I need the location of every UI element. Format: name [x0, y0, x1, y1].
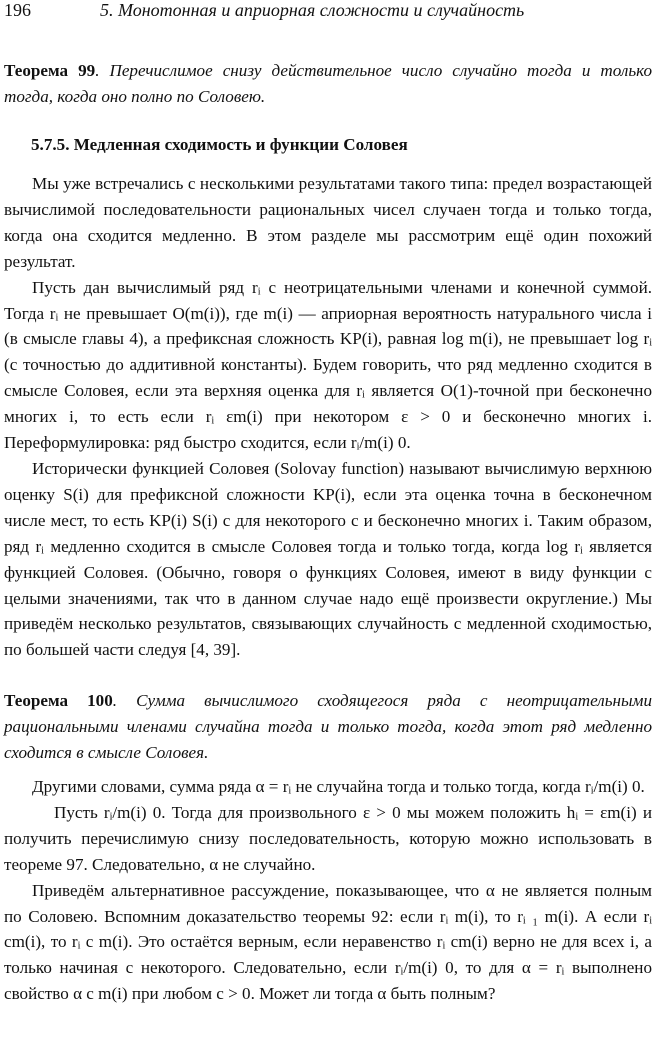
theorem-99-text: . Перечислимое снизу действительное число случайно тогда и только тогда, когда оно полно по Соловею. [4, 61, 652, 106]
paragraph-3: Исторически функцией Соловея (Solovay function) называют вычислимую верхнюю оценку S(i) для префиксной сложности KP(i), если эта оценка точна в бесконечном числе мест, то есть KP(i) S(i) c для некоторого c и бесконечно многих i. Таким образом, ряд rᵢ медленно сходится в смысле Соловея тогда и только тогда, когда log rᵢ является функцией Соловея. (Обычно, говоря о функциях Соловея, имеют в виду функции с целыми значениями, так что в данном случае надо ещё произвести округление.) Мы приведём несколько результатов, связывающих случайность с медленной сходимостью, по большей части следуя [4, 39]. [4, 458, 652, 660]
paragraph-5: Пусть rᵢ/m(i) 0. Тогда для произвольного ε > 0 мы можем положить hᵢ = εm(i) и получить перечислимую снизу последовательность, которую можно использовать в теореме 97. Следовательно, α не случайно. [4, 802, 652, 874]
running-header [4, 0, 650, 24]
proof-body [4, 774, 652, 1007]
paragraph-1: Мы уже встречались с несколькими результатами такого типа: предел возрастающей вычислимой последовательности рациональных чисел случаен тогда и только тогда, когда она сходится медленно. В этом разделе мы рассмотрим ещё один похожий результат. [4, 174, 652, 271]
section-title: 5.7.5. Медленная сходимость и функции Соловея [31, 135, 408, 154]
theorem-100 [4, 688, 652, 766]
paragraph-2: Пусть дан вычислимый ряд rᵢ с неотрицательными членами и конечной суммой. Тогда rᵢ не превышает O(m(i)), где m(i) — априорная вероятность натурального числа i (в смысле главы 4), а префиксная сложность KP(i), равная log m(i), не превышает log rᵢ (с точностью до аддитивной константы). Будем говорить, что ряд медленно сходится в смысле Соловея, если эта верхняя оценка для rᵢ является O(1)-точной при бесконечно многих i, то есть если rᵢ εm(i) при некотором ε > 0 и бесконечно многих i. Переформулировка: ряд быстро сходится, если rᵢ/m(i) 0. [4, 277, 652, 453]
chapter-title: 5. Монотонная и априорная сложности и случайность [100, 0, 525, 20]
page-number: 196 [4, 0, 31, 20]
theorem-100-label: Теорема 100 [4, 691, 113, 710]
section-body [4, 171, 652, 663]
theorem-100-text: . Сумма вычислимого сходящегося ряда с неотрицательными рациональными членами случайна тогда и только тогда, когда этот ряд медленно сходится в смысле Соловея. [4, 691, 652, 762]
paragraph-4: Другими словами, сумма ряда α = rᵢ не случайна тогда и только тогда, когда rᵢ/m(i) 0. [32, 777, 645, 796]
theorem-99-label: Теорема 99 [4, 61, 96, 80]
theorem-99 [4, 58, 652, 110]
paragraph-6: Приведём альтернативное рассуждение, показывающее, что α не является полным по Соловею. Вспомним доказательство теоремы 92: если rᵢ m(i), то rᵢ ₁ m(i). А если rᵢ cm(i), то rᵢ c m(i). Это остаётся верным, если неравенство rᵢ cm(i) верно не для всех i, а только начиная с некоторого. Следовательно, если rᵢ/m(i) 0, то для α = rᵢ выполнено свойство α c m(i) при любом c > 0. Может ли тогда α быть полным? [4, 880, 652, 1004]
